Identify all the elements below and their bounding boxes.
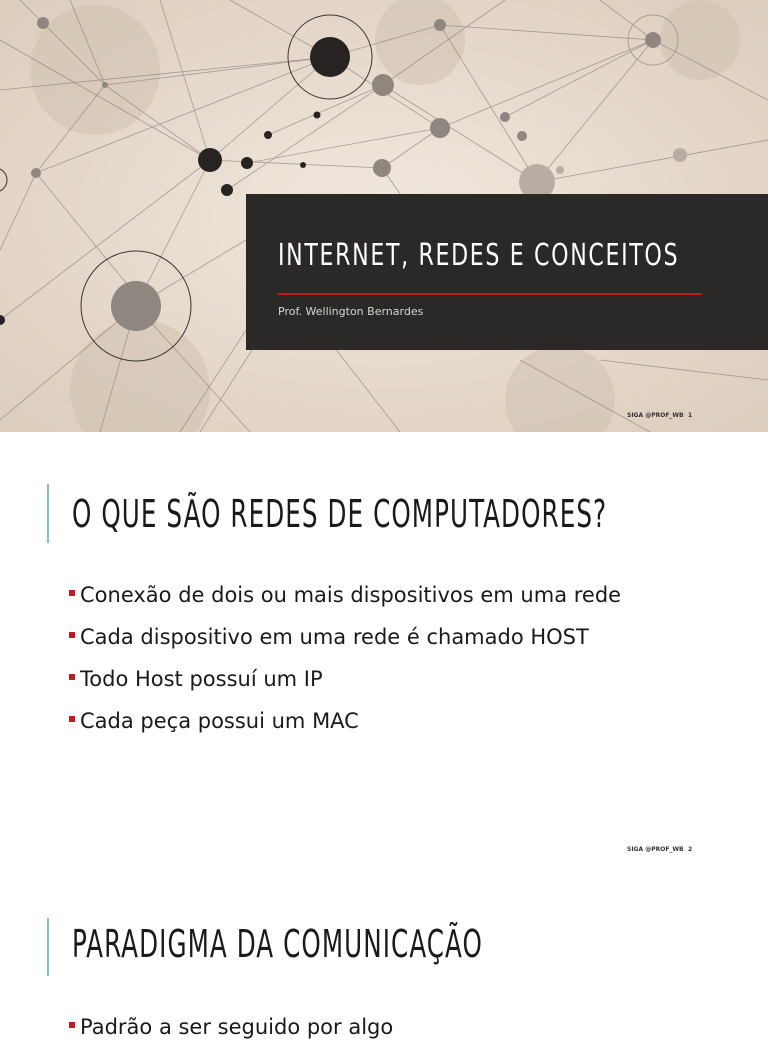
footer-handle: SIGA @PROF_WB — [627, 846, 684, 853]
list-item — [67, 666, 621, 708]
presentation-title: INTERNET, REDES E CONCEITOS — [278, 238, 680, 273]
list-item — [67, 582, 621, 624]
bullet-text: Todo Host possuí um IP — [80, 667, 323, 691]
heading-accent-line — [47, 918, 49, 976]
page-number: 1 — [688, 412, 693, 419]
slide-2 — [0, 432, 768, 864]
bullet-marker — [69, 590, 75, 596]
bullet-marker — [69, 1022, 75, 1028]
heading-accent-line — [47, 484, 49, 543]
bullet-text: Cada peça possui um MAC — [80, 709, 359, 733]
title-band — [246, 194, 768, 350]
bullet-marker — [69, 632, 75, 638]
slide-heading: PARADIGMA DA COMUNICAÇÃO — [72, 922, 483, 966]
title-underline — [278, 293, 702, 295]
list-item — [67, 1014, 393, 1056]
bullet-text: Padrão a ser seguido por algo — [80, 1015, 394, 1039]
list-item — [67, 708, 621, 750]
bullet-text: Cada dispositivo em uma rede é chamado HOST — [80, 625, 589, 649]
bullet-text: Conexão de dois ou mais dispositivos em uma rede — [80, 583, 622, 607]
page-number: 2 — [688, 846, 693, 853]
slide-heading: O QUE SÃO REDES DE COMPUTADORES? — [72, 492, 608, 536]
bullet-list — [67, 1014, 393, 1056]
slide-3 — [0, 864, 768, 1039]
bullet-marker — [69, 716, 75, 722]
footer-handle: SIGA @PROF_WB — [627, 412, 684, 419]
list-item — [67, 624, 621, 666]
slide-1 — [0, 0, 768, 432]
presenter-name: Prof. Wellington Bernardes — [278, 305, 424, 318]
bullet-list — [67, 582, 621, 750]
bullet-marker — [69, 674, 75, 680]
